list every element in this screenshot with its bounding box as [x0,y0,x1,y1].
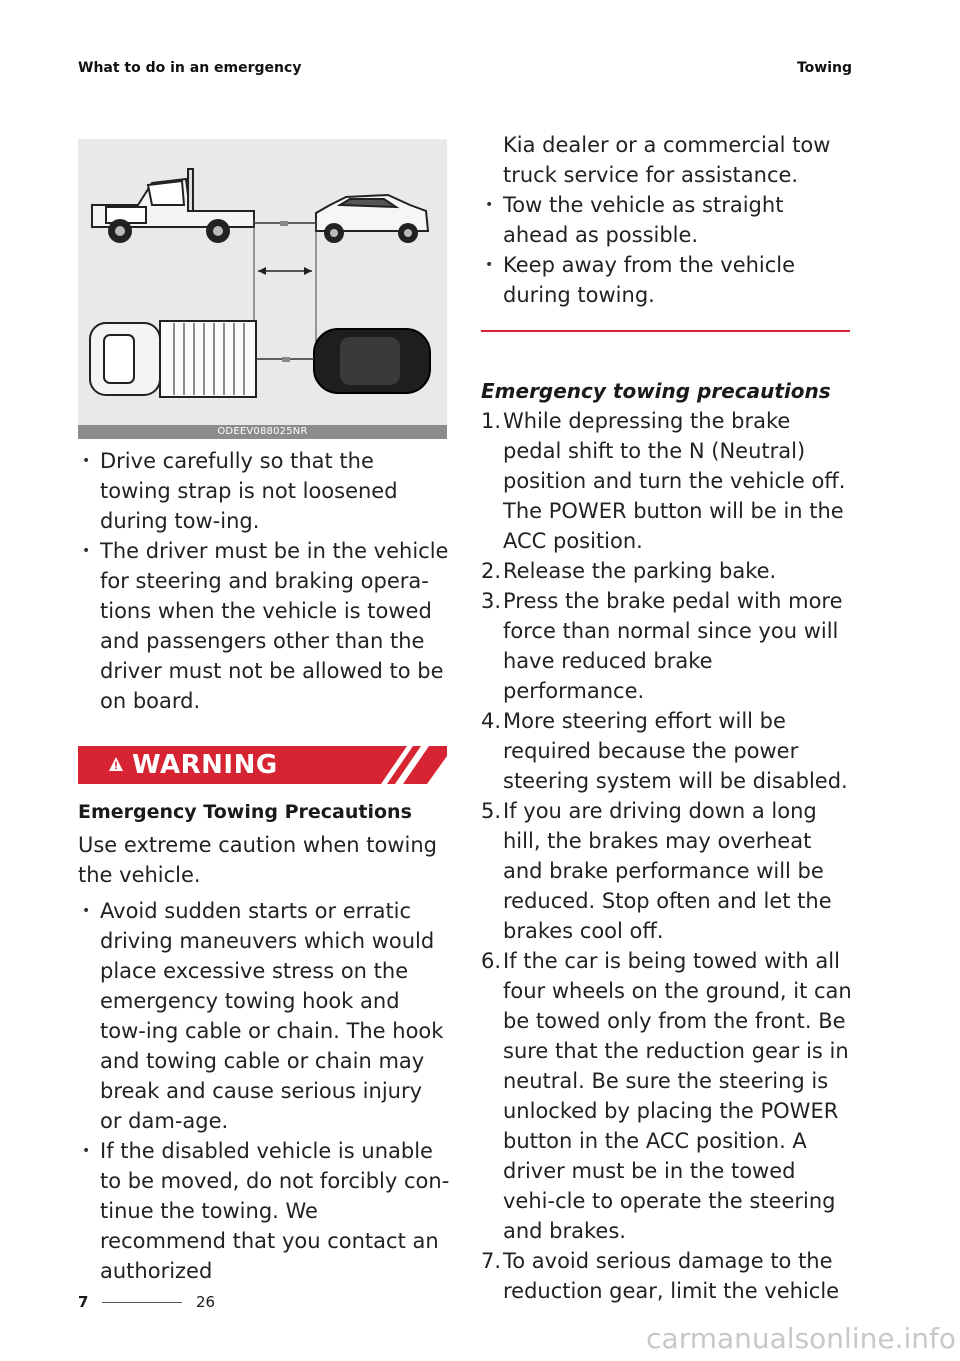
towing-illustration [78,139,447,439]
list-item: 5. If you are driving down a long hill, the brakes may overheat and brake performance will be reduced. Stop often and let the brakes cool off. [481,799,832,943]
list-item: • If the disabled vehicle is unable to be moved, do not forcibly con-tinue the towing. We recommend that you contact an authorized [78,1136,450,1286]
warning-banner [78,746,447,784]
warning-stripes-icon [377,746,447,784]
header-section: What to do in an emergency [78,60,302,76]
chapter-number: 7 [78,1293,89,1311]
left-bullet-list [78,446,450,716]
section-title: Emergency towing precautions [481,379,831,403]
list-item: 3. Press the brake pedal with more force than normal since you will have reduced brake performance. [481,589,843,703]
left-column [78,446,450,1286]
tow-truck-top [90,321,256,397]
list-item: • Tow the vehicle as straight ahead as possible. [481,190,853,250]
page-number: 26 [196,1293,216,1311]
header-topic: Towing [796,60,852,76]
right-column [481,130,853,1306]
list-item: 7. To avoid serious damage to the reduction gear, limit the vehicle [481,1249,840,1303]
precaution-steps [481,406,853,1306]
list-item: • Drive carefully so that the towing strap is not loosened during tow-ing. [78,446,450,536]
tow-truck-diagram [78,139,447,425]
warning-triangle-icon [108,756,124,772]
towed-suv-top [314,329,430,393]
list-item: 1. While depressing the brake pedal shift to the N (Neutral) position and turn the vehicle off. The POWER button will be in the ACC position. [481,409,846,553]
footer-rule [102,1302,182,1303]
warning-title: Emergency Towing Precautions [78,801,412,823]
tow-truck-side [92,169,254,227]
list-item: 2. Release the parking bake. [481,559,777,583]
warning-label: WARNING [132,750,278,780]
continued-text: Kia dealer or a commercial tow truck service for assistance. [503,133,831,187]
list-item: 4. More steering effort will be required because the power steering system will be disabled. [481,709,848,793]
list-item: • Avoid sudden starts or erratic driving maneuvers which would place excessive stress on the emergency towing hook and tow-ing cable or chain. The hook and towing cable or chain may break and cause serious injury or dam-age. [78,896,450,1136]
warning-bullet-list [78,896,450,1286]
watermark: carmanualsonline.info [646,1322,956,1355]
warning-intro: Use extreme caution when towing the vehicle. [78,833,438,887]
figure-caption: ODEEV088025NR [78,425,447,439]
section-divider [481,330,850,332]
list-item: • The driver must be in the vehicle for steering and braking opera-tions when the vehicle is towed and passengers other than the driver must not be allowed to be on board. [78,536,450,716]
list-item: • Keep away from the vehicle during towing. [481,250,853,310]
list-item: 6. If the car is being towed with all four wheels on the ground, it can be towed only from the front. Be sure that the reduction gear is in neutral. Be sure the steering is unlocked by placing the POWER button in the ACC position. A driver must be in the towed vehi-cle to operate the steering and brakes. [481,949,852,1243]
right-bullet-list [481,190,853,310]
